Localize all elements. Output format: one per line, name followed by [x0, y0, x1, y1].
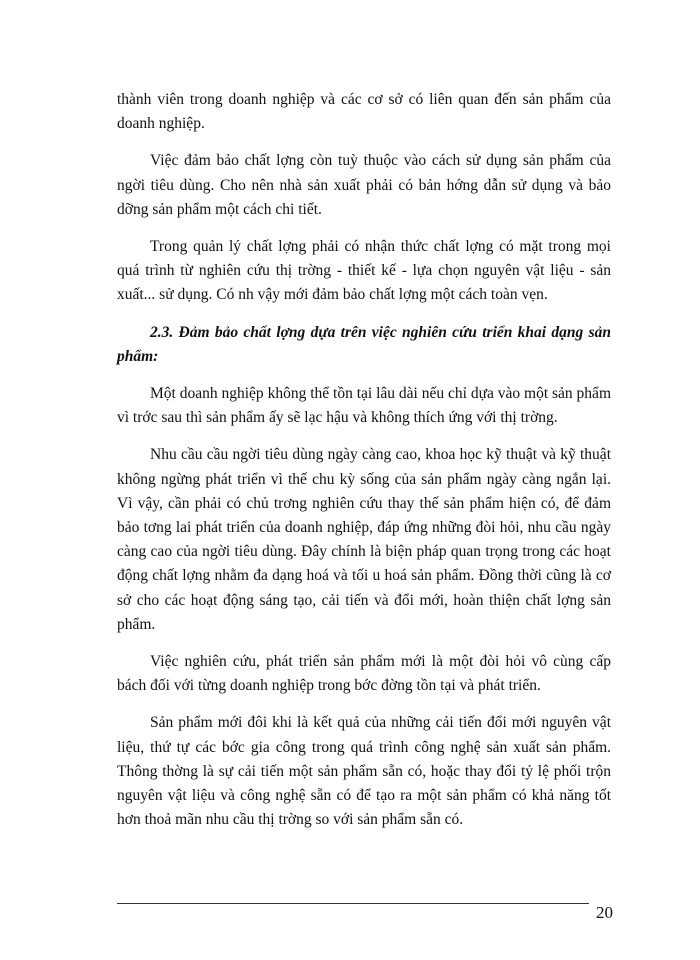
paragraph-single-product: Một doanh nghiệp không thể tồn tại lâu dài nếu chỉ dựa vào một sản phẩm vì trớc sau thì sản phẩm ấy sẽ lạc hậu và không thích ứng với thị trờng. [117, 385, 611, 427]
paragraph-quality-usage: Việc đảm bảo chất lợng còn tuỳ thuộc vào cách sử dụng sản phẩm của ngời tiêu dùng. Cho nên nhà sản xuất phải có bản hớng dẫn sử dụng và bảo dỡng sản phẩm một cách chi tiết. [117, 152, 611, 218]
paragraph-continuation: thành viên trong doanh nghiệp và các cơ sở có liên quan đến sản phẩm của doanh nghiệp. [117, 91, 611, 133]
paragraph-new-product-research: Việc nghiên cứu, phát triển sản phẩm mới là một đòi hỏi vô cùng cấp bách đối với từng doanh nghiệp trong bớc đờng tồn tại và phát triển. [117, 653, 611, 695]
section-heading: 2.3. Đảm bảo chất lợng dựa trên việc nghiên cứu triển khai dạng sản phẩm: [117, 323, 611, 365]
paragraph-new-product-result: Sản phẩm mới đôi khi là kết quả của những cải tiến đổi mới nguyên vật liệu, thứ tự các bớc gia công trong quá trình công nghệ sản xuất sản phẩm. Thông thờng là sự cải tiến một sản phẩm sẵn có, hoặc thay đổi tỷ lệ phối trộn nguyên vật liệu và công nghệ sẵn có để tạo ra một sản phẩm có khả năng tốt hơn thoả mãn nhu cầu thị trờng so với sản phẩm sẵn có. [117, 714, 611, 829]
paragraph-consumer-needs: Nhu cầu cầu ngời tiêu dùng ngày càng cao, khoa học kỹ thuật và kỹ thuật không ngừng phát triển vì thế chu kỳ sống của sản phẩm ngày càng ngắn lại. Vì vậy, cần phải có chủ trơng nghiên cứu thay thế sản phẩm hiện có, để đảm bảo tơng lai phát triển của doanh nghiệp, đáp ứng những đòi hỏi, nhu cầu ngày càng cao của ngời tiêu dùng. Đây chính là biện pháp quan trọng trong các hoạt động chất lợng nhằm đa dạng hoá và tối u hoá sản phẩm. Đồng thời cũng là cơ sở cho các hoạt động sáng tạo, cải tiến và đổi mới, hoàn thiện chất lợng sản phẩm. [117, 446, 611, 633]
footer-divider [117, 903, 589, 904]
page-number: 20 [596, 903, 613, 922]
document-body [117, 88, 611, 845]
paragraph-quality-management: Trong quản lý chất lợng phải có nhận thức chất lợng có mặt trong mọi quá trình từ nghiên cứu thị trờng - thiết kế - lựa chọn nguyên vật liệu - sản xuất... sử dụng. Có nh vậy mới đảm bảo chất lợng một cách toàn vẹn. [117, 238, 611, 304]
